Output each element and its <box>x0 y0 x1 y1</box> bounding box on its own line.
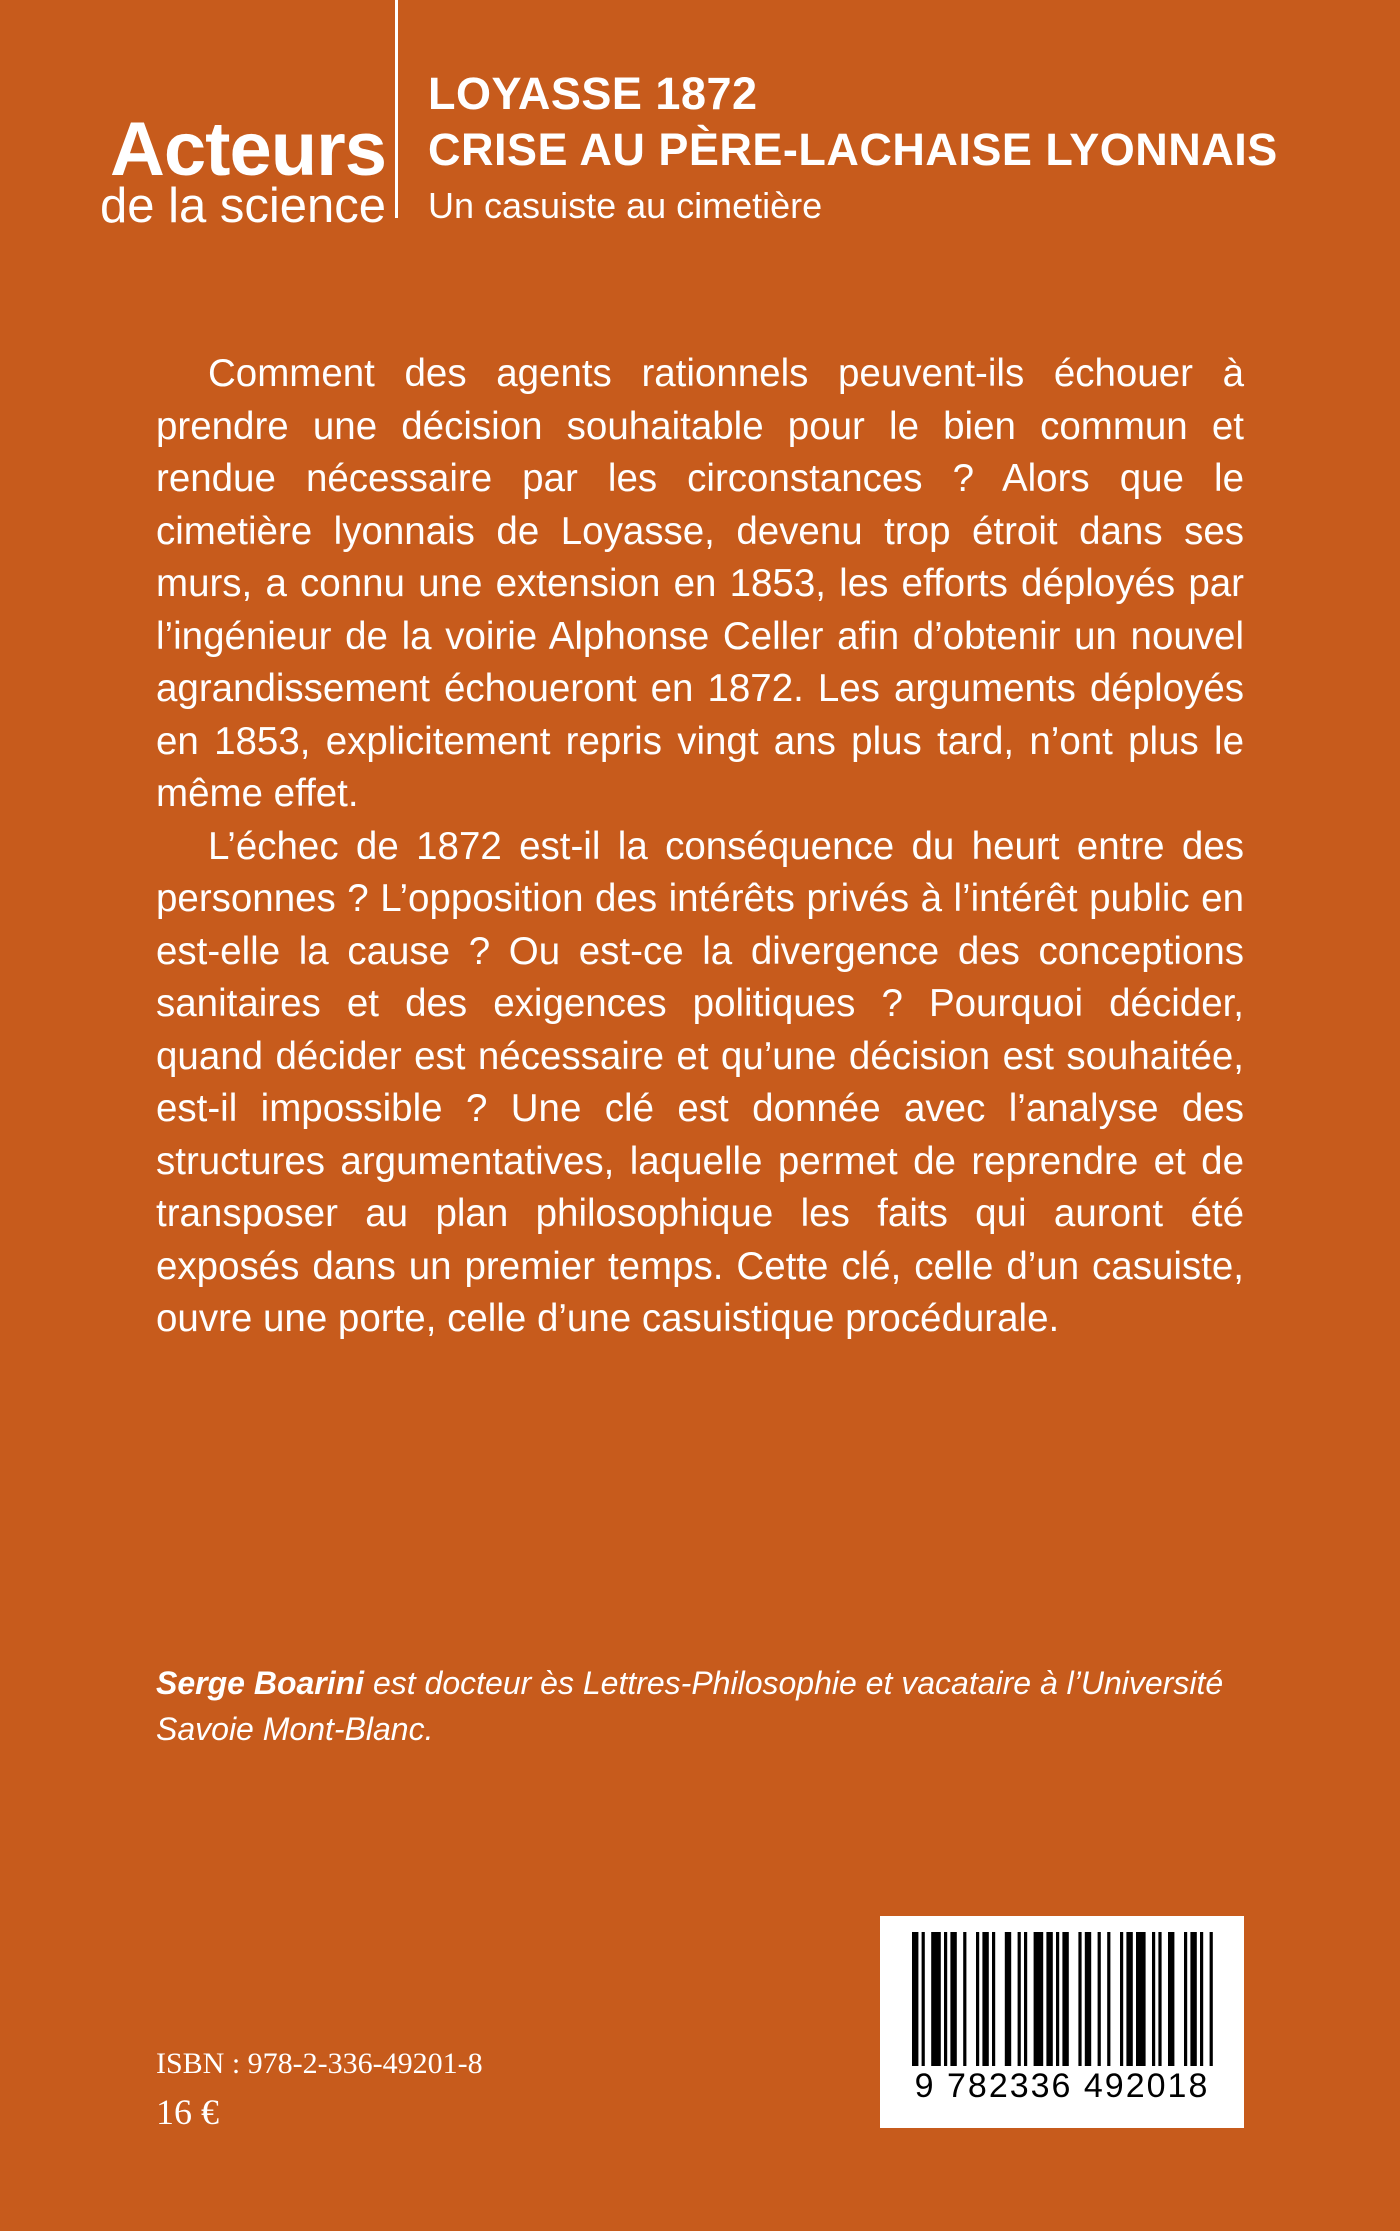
blurb-paragraph-1: Comment des agents rationnels peuvent-ils échouer à prendre une décision souhaitable pour le bien commun et rendue nécessaire par les circonstances ? Alors que le cimetière lyonnais de Loyasse, devenu trop étroit dans ses murs, a connu une extension en 1853, les efforts déployés par l’ingénieur de la voirie Alphonse Celler afin d’obtenir un nouvel agrandissement échoueront en 1872. Les arguments déployés en 1853, explicitement repris vingt ans plus tard, n’ont plus le même effet. <box>156 352 1244 815</box>
barcode-bar <box>922 1932 925 2082</box>
barcode-bar <box>1152 1932 1155 2082</box>
barcode-bar <box>931 1932 941 2082</box>
author-name: Serge Boarini <box>156 1665 365 1701</box>
barcode-bar <box>1046 1932 1052 2082</box>
series-subtitle: de la science <box>99 179 386 233</box>
barcode-bar <box>950 1932 956 2082</box>
book-title-block <box>428 66 1368 230</box>
barcode-bar <box>1056 1932 1059 2082</box>
barcode-bar <box>1024 1932 1027 2082</box>
barcode-bar <box>1085 1932 1091 2082</box>
barcode-bar <box>1078 1932 1081 2082</box>
series-name: Acteurs <box>110 107 386 192</box>
barcode-bar <box>1062 1932 1068 2082</box>
back-cover-blurb <box>156 348 1244 1346</box>
blurb-paragraph-2: L’échec de 1872 est-il la conséquence du heurt entre des personnes ? L’opposition des intérêts privés à l’intérêt public en est-elle la cause ? Ou est-ce la divergence des conceptions sanitaires et des exigences politiques ? Pourquoi décider, quand décider est nécessaire et qu’une décision est souhaitée, est-il impossible ? Une clé est donnée avec l’analyse des structures argumentatives, laquelle permet de reprendre et de transposer au plan philosophique les faits qui auront été exposés dans un premier temps. Cette clé, celle d’un casuiste, ouvre une porte, celle d’une casuistique procédurale. <box>156 824 1244 1340</box>
isbn-text: ISBN : 978-2-336-49201-8 <box>156 2047 483 2080</box>
author-bio <box>156 1660 1246 1752</box>
book-title-line1: LOYASSE 1872 <box>428 68 758 119</box>
barcode-bar <box>1200 1932 1203 2082</box>
barcode-bars <box>896 1932 1228 2082</box>
barcode-bar <box>1184 1932 1187 2082</box>
barcode-bar <box>1168 1932 1174 2082</box>
barcode <box>880 1916 1244 2128</box>
price-text: 16 € <box>156 2092 219 2132</box>
barcode-bar <box>982 1932 988 2082</box>
barcode-bar <box>963 1932 966 2082</box>
barcode-bar <box>1018 1932 1021 2082</box>
barcode-bar <box>1034 1932 1044 2082</box>
barcode-bar <box>1005 1932 1011 2082</box>
barcode-bar <box>976 1932 979 2082</box>
barcode-bar <box>1136 1932 1146 2082</box>
barcode-bar <box>1098 1932 1101 2082</box>
barcode-bar <box>1107 1932 1110 2082</box>
barcode-bar <box>1120 1932 1123 2082</box>
series-logo <box>86 107 386 233</box>
barcode-digits: 9 782336 492018 <box>892 2066 1232 2106</box>
barcode-bar <box>1210 1932 1213 2082</box>
barcode-bar <box>1190 1932 1196 2082</box>
barcode-bar <box>1126 1932 1132 2082</box>
barcode-bar <box>912 1932 918 2082</box>
book-subtitle: Un casuiste au cimetière <box>428 185 823 226</box>
barcode-bar <box>1158 1932 1161 2082</box>
book-title-line2: CRISE AU PÈRE-LACHAISE LYONNAIS <box>428 124 1278 175</box>
vertical-divider <box>395 0 398 218</box>
barcode-bar <box>992 1932 995 2082</box>
barcode-bar <box>944 1932 947 2082</box>
author-bio-text: est docteur ès Lettres-Philosophie et vacataire à l’Université Savoie Mont-Blanc. <box>156 1665 1224 1747</box>
